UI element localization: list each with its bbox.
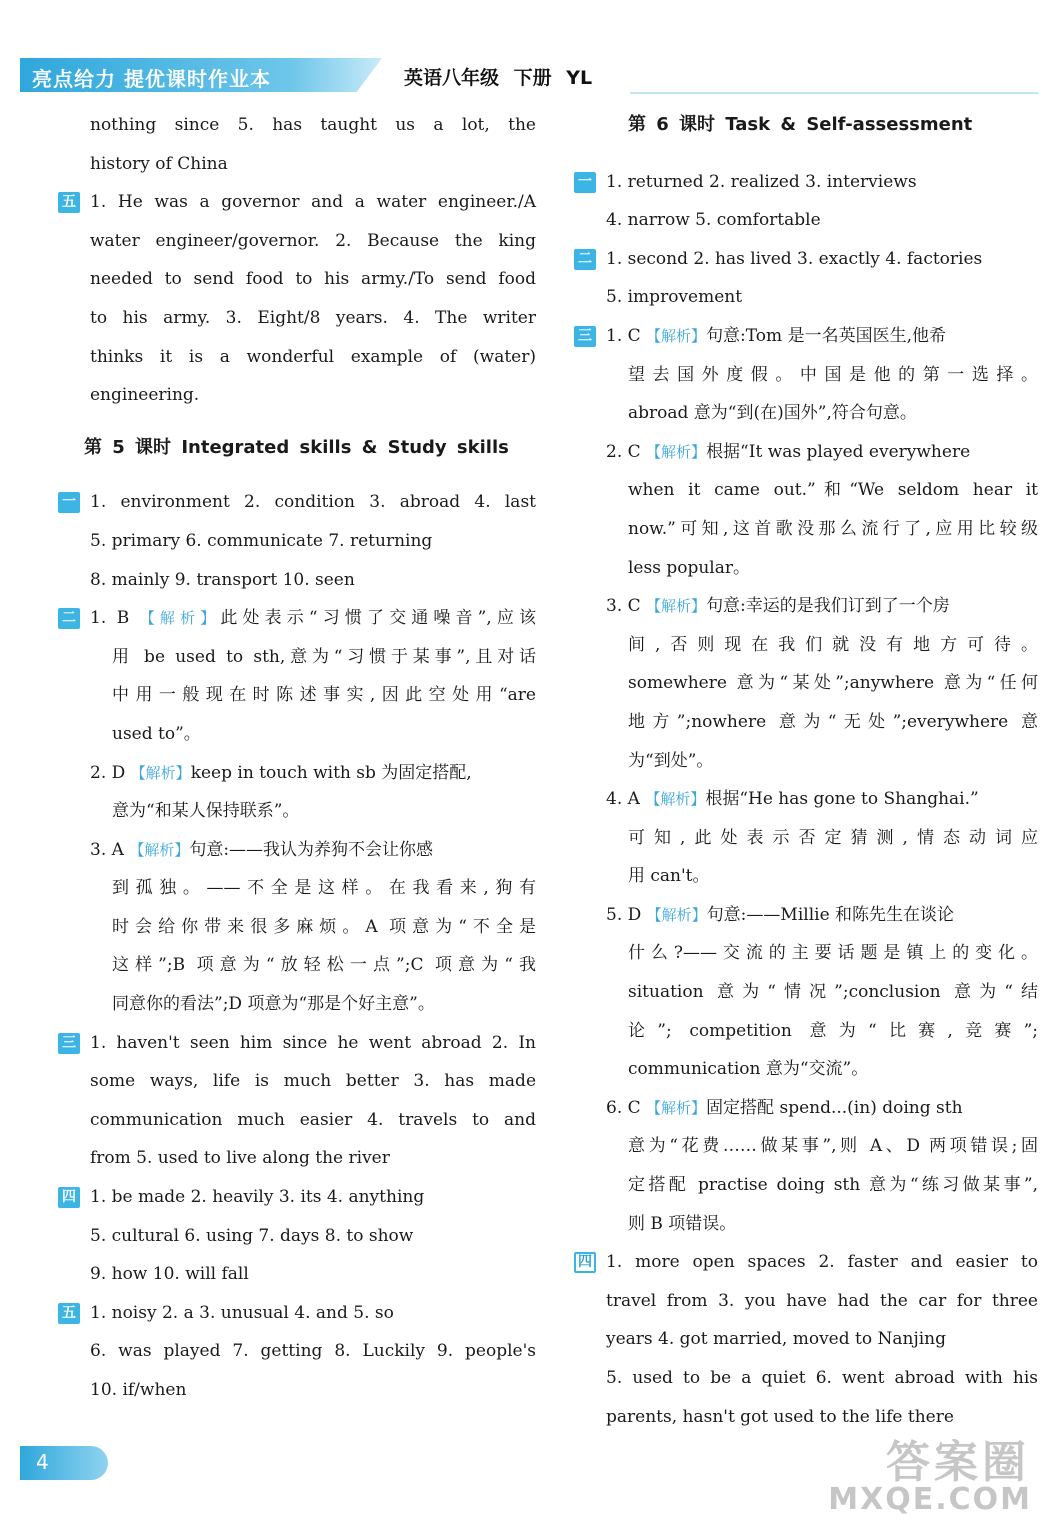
answer-line: 用 be used to sth,意为“习惯于某事”,且对话 [112,646,536,667]
answer-line: travel from 3. you have had the car for three [606,1290,1038,1311]
answer-line: 意为“和某人保持联系”。 [112,801,300,822]
watermark-logo-text: 答案圈 [886,1437,1030,1488]
answer-line: years 4. got married, moved to Nanjing [606,1329,946,1350]
page-number: 4 [36,1450,49,1474]
watermark-url: MXQE.COM [828,1482,1032,1517]
answer-line: communication 意为“交流”。 [628,1059,869,1080]
section-marker: 四 [58,1187,80,1208]
answer-line [606,433,1038,472]
watermark [828,1420,1040,1530]
answer-line: from 5. used to live along the river [90,1148,390,1169]
question-number: 3. C [606,596,641,617]
answer-line: now.”可知,这首歌没那么流行了,应用比较级 [628,518,1038,539]
analysis-text: 根据“He has gone to Shanghai.” [705,789,979,810]
section-marker: 四 [574,1252,596,1273]
answer-line: 意为“花费……做某事”,则 A、D 两项错误;固 [628,1136,1038,1157]
section-two [58,599,536,1024]
answer-line: to his army. 3. Eight/8 years. 4. The writer [90,307,536,328]
answer-line [606,1089,1038,1128]
question-item [606,1089,1038,1243]
subject-title: 英语八年级 下册 YL [404,67,593,89]
analysis-tag: 【解析】 [646,905,707,924]
answer-line: 1. second 2. has lived 3. exactly 4. factories [606,248,983,269]
analysis-text: 句意:——我认为养狗不会让你感 [189,839,434,860]
section-marker: 一 [574,172,596,193]
answer-line [90,831,536,870]
answer-line: somewhere 意为“某处”;anywhere 意为“任何 [628,673,1038,694]
answer-line: 则 B 项错误。 [628,1213,737,1234]
answer-line [606,896,1038,935]
answer-line: used to”。 [112,723,201,744]
answer-line: needed to send food to his army./To send food [90,269,536,290]
answer-line: 这样”;B 项意为“放轻松一点”;C 项意为“我 [112,955,536,976]
answer-line: 中用一般现在时陈述事实,因此空处用“are [112,685,536,706]
question-number: 3. A [90,839,124,860]
analysis-tag: 【解析】 [646,597,707,616]
answer-line: history of China [90,153,228,174]
answer-line: some ways, life is much better 3. has made [90,1071,536,1092]
section-marker: 三 [58,1033,80,1054]
answer-line: thinks it is a wonderful example of (water) [90,346,536,367]
answer-line: 什么?——交流的主要话题是镇上的变化。 [628,943,1038,964]
answer-line: 1. haven't seen him since he went abroad 2. In [90,1032,536,1053]
section-two [574,240,1038,317]
answer-line: nothing since 5. has taught us a lot, the [90,115,536,135]
analysis-tag: 【解析】 [139,609,221,628]
analysis-text: 根据“It was played everywhere [706,441,971,462]
continued-answer [58,106,536,183]
lesson-6-title: 第 6 课时 Task & Self-assessment [628,114,973,135]
section-four [574,1243,1038,1436]
section-three [574,317,1038,1243]
question-item [606,317,1038,433]
header-divider [630,92,1038,94]
analysis-tag: 【解析】 [130,763,191,782]
answer-line: communication much easier 4. travels to and [90,1109,536,1130]
question-number: 2. C [606,441,641,462]
question-item [606,896,1038,1089]
section-five [58,1294,536,1410]
answer-line: 5. improvement [606,287,743,308]
answer-line: parents, hasn't got used to the life there [606,1406,954,1427]
answer-line: water engineer/governor. 2. Because the king [90,230,536,251]
section-marker: 二 [574,249,596,270]
answer-line [606,780,1038,819]
lesson-5-title: 第 5 课时 Integrated skills & Study skills [84,436,509,458]
analysis-tag: 【解析】 [646,1098,707,1117]
question-number: 1. B [90,608,130,629]
question-number: 4. A [606,789,640,810]
answer-line: 5. used to be a quiet 6. went abroad with his [606,1368,1038,1388]
question-number: 6. C [606,1097,641,1118]
answer-line: 10. if/when [90,1380,187,1400]
analysis-text: 固定搭配 spend...(in) doing sth [706,1097,963,1118]
question-number: 5. D [606,904,642,925]
question-item [90,754,536,831]
section-one [58,483,536,599]
analysis-tag: 【解析】 [646,442,707,461]
section-marker: 二 [58,608,80,629]
answer-line: situation 意为“情况”;conclusion 意为“结 [628,982,1038,1003]
answer-line: 6. was played 7. getting 8. Luckily 9. people's [90,1341,536,1362]
answer-line: 1. returned 2. realized 3. interviews [606,171,917,192]
answer-line: 9. how 10. will fall [90,1264,249,1285]
answer-line [90,754,536,793]
answer-line: 用 can't。 [628,866,710,887]
answer-line: when it came out.”和“We seldom hear it [628,480,1038,501]
answer-line: less popular。 [628,557,750,578]
answer-line: 同意你的看法”;D 项意为“那是个好主意”。 [112,994,435,1015]
section-one [574,163,1038,240]
section-four [58,1178,536,1294]
brand-title: 亮点给力 提优课时作业本 [32,67,271,91]
answer-line: 1. more open spaces 2. faster and easier to [606,1252,1038,1273]
question-item [90,599,536,753]
answer-line: 望去国外度假。中国是他的第一选择。 [628,364,1038,385]
question-item [90,831,536,1024]
answer-line [606,317,1038,356]
answer-line: 间,否则现在我们就没有地方可待。 [628,634,1038,655]
answer-line: 5. cultural 6. using 7. days 8. to show [90,1225,414,1246]
answer-line: 论”; competition 意为“比赛,竞赛”; [628,1020,1038,1041]
answer-line: 5. primary 6. communicate 7. returning [90,530,433,551]
answer-line: 为“到处”。 [628,750,714,771]
section-marker: 五 [58,192,80,213]
analysis-text: 句意:幸运的是我们订到了一个房 [706,596,950,617]
section-five-reading [58,183,536,415]
answer-line: 时会给你带来很多麻烦。A 项意为“不全是 [112,916,536,937]
analysis-text: keep in touch with sb 为固定搭配, [190,762,472,783]
section-three [58,1024,536,1178]
answer-line [606,587,1038,626]
answer-line: 1. He was a governor and a water engineer./A [90,192,536,213]
answer-line: 1. environment 2. condition 3. abroad 4. last [90,492,536,513]
section-marker: 五 [58,1303,80,1324]
answer-line: 4. narrow 5. comfortable [606,210,821,231]
section-marker: 一 [58,492,80,513]
answer-line: 可知,此处表示否定猜测,情态动词应 [628,827,1038,848]
analysis-tag: 【解析】 [129,840,190,859]
answer-line: 1. be made 2. heavily 3. its 4. anything [90,1187,425,1208]
answer-line: engineering. [90,385,200,406]
page-header [20,58,1038,92]
analysis-tag: 【解析】 [646,326,707,345]
page-number-tab [20,1446,108,1480]
right-column [574,106,1038,1436]
question-number: 2. D [90,762,126,783]
analysis-text: 句意:——Millie 和陈先生在谈论 [706,904,955,925]
question-item [606,587,1038,780]
answer-line: 定搭配 practise doing sth 意为“练习做某事”, [628,1175,1038,1196]
section-marker: 三 [574,326,596,347]
question-item [606,433,1038,587]
question-number: 1. C [606,325,641,346]
answer-line: 8. mainly 9. transport 10. seen [90,569,355,590]
answer-line: 1. noisy 2. a 3. unusual 4. and 5. so [90,1302,394,1323]
analysis-text: 句意:Tom 是一名英国医生,他希 [706,325,946,346]
answer-line: 地方”;nowhere 意为“无处”;everywhere 意 [628,711,1038,732]
question-item [606,780,1038,896]
left-column [58,106,536,1410]
answer-line: 到孤独。——不全是这样。在我看来,狗有 [112,878,536,899]
answer-line: abroad 意为“到(在)国外”,符合句意。 [628,403,917,424]
analysis-text: 此处表示“习惯了交通噪音”,应该 [220,608,536,629]
answer-line [90,599,536,638]
analysis-tag: 【解析】 [645,790,706,809]
